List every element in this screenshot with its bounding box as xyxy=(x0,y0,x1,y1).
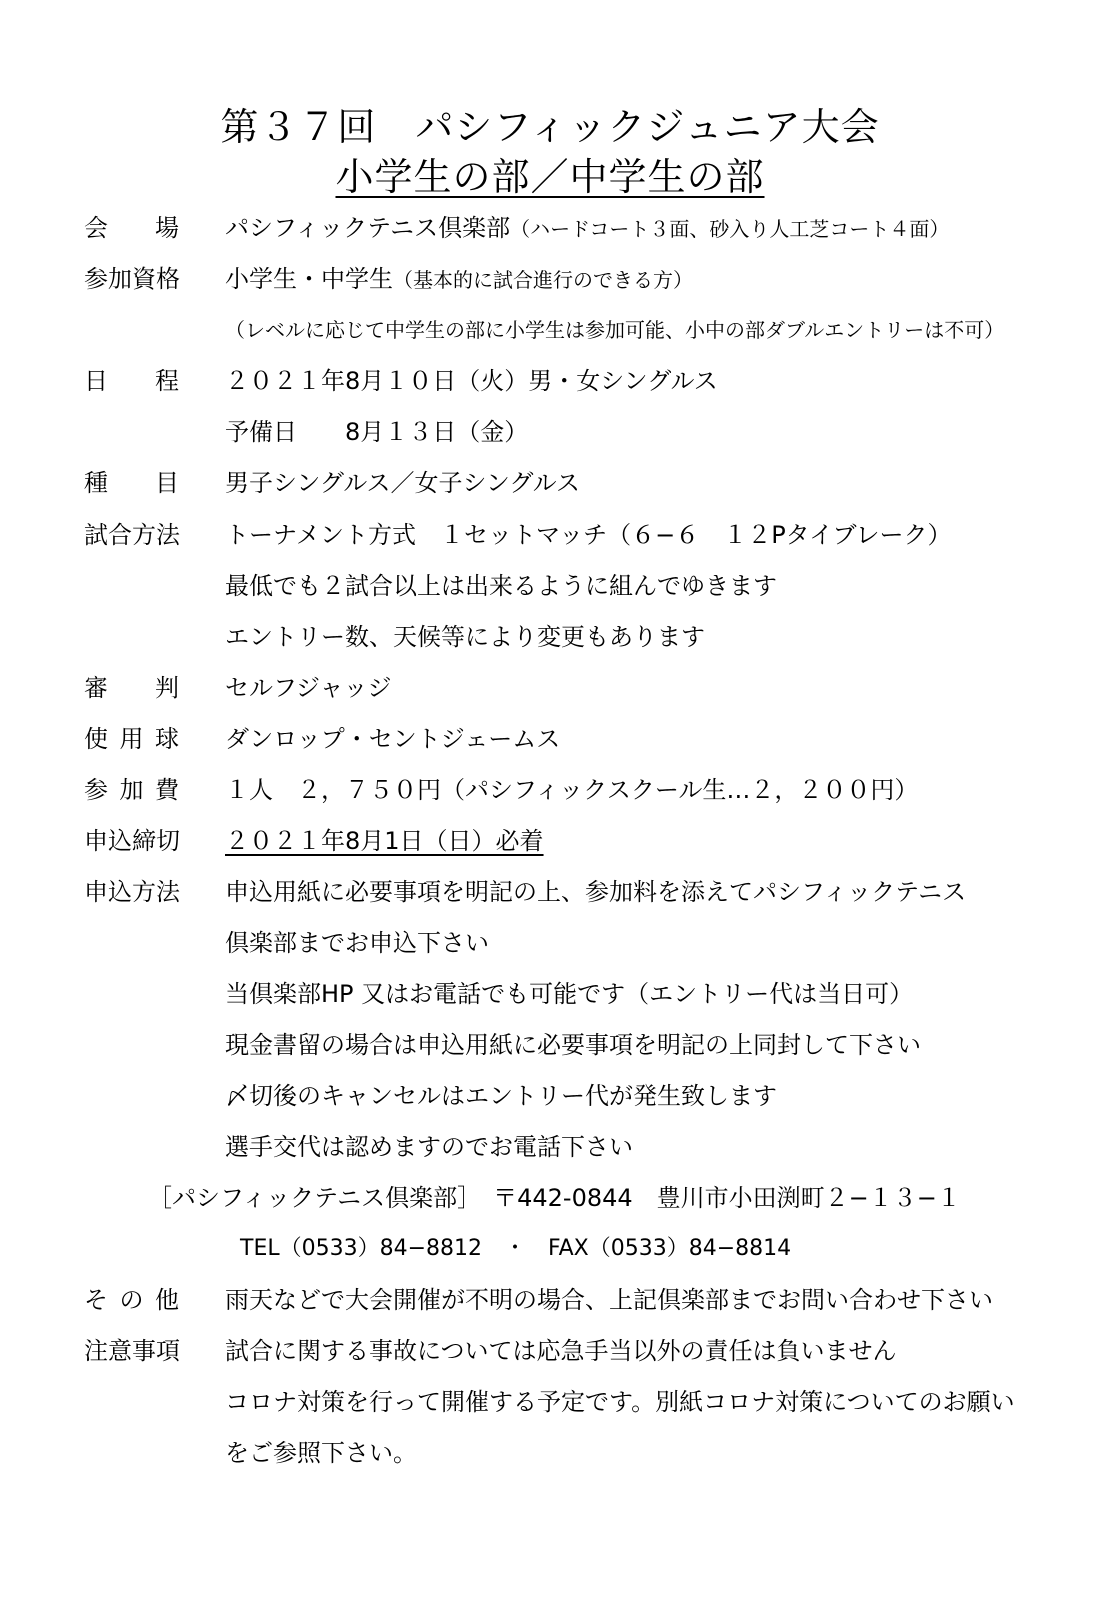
deadline-value: ２０２１年8月1日（日）必着 xyxy=(225,827,544,855)
application-line: 当倶楽部HP 又はお電話でも可能です（エントリー代は当日可） xyxy=(225,980,914,1008)
notes-line: コロナ対策を行って開催する予定です。別紙コロナ対策についてのお願い xyxy=(225,1388,1015,1416)
events-label: 種 目 xyxy=(84,469,179,497)
page-subtitle: 小学生の部／中学生の部 xyxy=(335,155,765,199)
contact-phone: TEL（0533）84−8812 ・ FAX（0533）84−8814 xyxy=(240,1236,792,1261)
other-value: 雨天などで大会開催が不明の場合、上記倶楽部までお問い合わせ下さい xyxy=(225,1286,993,1314)
format-line: エントリー数、天候等により変更もあります xyxy=(225,623,705,651)
notes-line: 試合に関する事故については応急手当以外の責任は負いません xyxy=(225,1337,897,1365)
referee-label: 審 判 xyxy=(84,674,179,702)
schedule-value: ２０２１年8月１０日（火）男・女シングルス xyxy=(225,367,718,395)
eligibility-note2: （レベルに応じて中学生の部に小学生は参加可能、小中の部ダブルエントリーは不可） xyxy=(225,318,1005,342)
application-line: 申込用紙に必要事項を明記の上、参加料を添えてパシフィックテニス xyxy=(225,878,967,906)
eligibility-note: （基本的に試合進行のできる方） xyxy=(393,268,693,292)
other-label: そ の 他 xyxy=(84,1286,179,1314)
ball-label: 使 用 球 xyxy=(84,725,179,753)
application-line: 〆切後のキャンセルはエントリー代が発生致します xyxy=(225,1082,777,1110)
venue-label: 会 場 xyxy=(84,214,179,242)
schedule-label: 日 程 xyxy=(84,367,179,395)
fee-value: １人 ２，７５０円（パシフィックスクール生…２，２００円） xyxy=(225,776,919,804)
application-line: 現金書留の場合は申込用紙に必要事項を明記の上同封して下さい xyxy=(225,1031,921,1059)
application-label: 申込方法 xyxy=(84,878,180,906)
notes-line: をご参照下さい。 xyxy=(225,1439,417,1467)
notes-label: 注意事項 xyxy=(84,1337,180,1365)
ball-value: ダンロップ・セントジェームス xyxy=(225,725,561,753)
format-line: 最低でも２試合以上は出来るように組んでゆきます xyxy=(225,572,777,600)
contact-address: ［パシフィックテニス倶楽部］ 〒442-0844 豊川市小田渕町２−１３−１ xyxy=(148,1184,961,1212)
venue-note: （ハードコート３面、砂入り人工芝コート４面） xyxy=(510,217,950,241)
deadline-label: 申込締切 xyxy=(84,827,180,855)
page-title: 第３７回 パシフィックジュニア大会 xyxy=(220,105,880,149)
application-line: 倶楽部までお申込下さい xyxy=(225,929,489,957)
eligibility-value: 小学生・中学生（基本的に試合進行のできる方） xyxy=(225,265,693,293)
format-line: トーナメント方式 １セットマッチ（６−６ １２Pタイブレーク） xyxy=(225,521,952,549)
venue-value: パシフィックテニス倶楽部（ハードコート３面、砂入り人工芝コート４面） xyxy=(225,214,950,242)
format-label: 試合方法 xyxy=(84,521,180,549)
referee-value: セルフジャッジ xyxy=(225,674,392,702)
schedule-reserve: 予備日 8月１３日（金） xyxy=(225,418,529,446)
eligibility-label: 参加資格 xyxy=(84,265,180,293)
events-value: 男子シングルス／女子シングルス xyxy=(225,469,580,497)
application-line: 選手交代は認めますのでお電話下さい xyxy=(225,1133,633,1161)
fee-label: 参 加 費 xyxy=(84,776,179,804)
